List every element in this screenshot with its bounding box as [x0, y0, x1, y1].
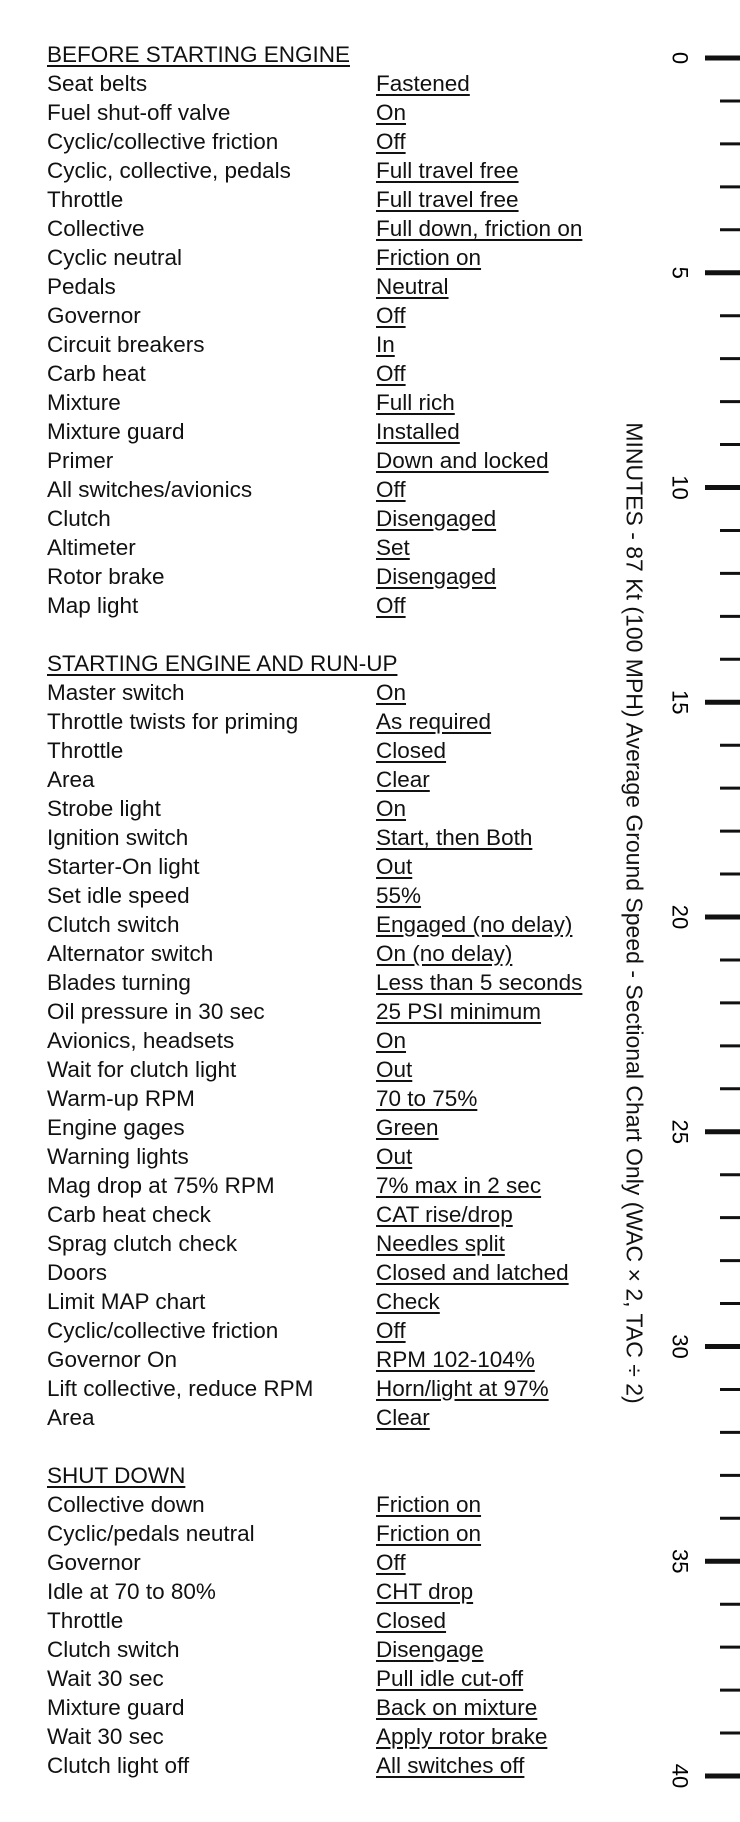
- ruler-minute-label: 0: [667, 51, 693, 65]
- checklist-item: Wait for clutch light: [47, 1057, 237, 1082]
- checklist-action: Disengaged: [376, 564, 497, 589]
- checklist-item: Governor On: [47, 1347, 178, 1372]
- checklist-action: Closed: [376, 738, 447, 763]
- checklist-action: On (no delay): [376, 941, 513, 966]
- ruler-minute-label: 25: [667, 1119, 693, 1144]
- checklist-action: Pull idle cut-off: [376, 1666, 524, 1691]
- checklist-action: All switches off: [376, 1753, 525, 1778]
- checklist: [47, 40, 647, 1780]
- ruler-minute-label: 40: [667, 1763, 693, 1789]
- checklist-item: Collective: [47, 216, 145, 241]
- checklist-action: Closed: [376, 1608, 447, 1633]
- checklist-item: Pedals: [47, 274, 116, 299]
- checklist-item: Throttle: [47, 1608, 124, 1633]
- checklist-row: [47, 1026, 647, 1055]
- checklist-action: Off: [376, 303, 406, 328]
- checklist-item: Fuel shut-off valve: [47, 100, 231, 125]
- section-spacer: [47, 1432, 647, 1461]
- checklist-row: [47, 997, 647, 1026]
- checklist-action: Installed: [376, 419, 460, 444]
- checklist-action: Off: [376, 593, 406, 618]
- checklist-action: Out: [376, 854, 413, 879]
- checklist-action: On: [376, 680, 407, 705]
- checklist-action: Fastened: [376, 71, 470, 96]
- checklist-action: Less than 5 seconds: [376, 970, 583, 995]
- checklist-item: Starter-On light: [47, 854, 200, 879]
- checklist-item: Limit MAP chart: [47, 1289, 206, 1314]
- checklist-item: Cyclic/collective friction: [47, 1318, 279, 1343]
- checklist-action: In: [376, 332, 395, 357]
- checklist-row: [47, 1316, 647, 1345]
- checklist-item: Altimeter: [47, 535, 136, 560]
- checklist-row: [47, 1084, 647, 1113]
- checklist-row: [47, 823, 647, 852]
- checklist-action: Set: [376, 535, 410, 560]
- checklist-action: Friction on: [376, 1521, 482, 1546]
- checklist-row: [47, 794, 647, 823]
- checklist-action: Disengaged: [376, 506, 497, 531]
- checklist-action: Full rich: [376, 390, 455, 415]
- checklist-item: Avionics, headsets: [47, 1028, 235, 1053]
- checklist-row: [47, 1722, 647, 1751]
- checklist-row: [47, 69, 647, 98]
- checklist-row: [47, 910, 647, 939]
- checklist-item: Throttle: [47, 738, 124, 763]
- checklist-item: Master switch: [47, 680, 185, 705]
- checklist-item: Cyclic/pedals neutral: [47, 1521, 255, 1546]
- checklist-row: [47, 185, 647, 214]
- checklist-item: Carb heat: [47, 361, 146, 386]
- minutes-ruler: [660, 0, 740, 1822]
- checklist-row: [47, 301, 647, 330]
- checklist-action: Off: [376, 129, 406, 154]
- ruler-minute-label: 5: [667, 266, 693, 279]
- checklist-row: [47, 1519, 647, 1548]
- checklist-row: [47, 1693, 647, 1722]
- section-spacer: [47, 620, 647, 649]
- ruler-minute-label: 10: [667, 475, 693, 500]
- checklist-item: Collective down: [47, 1492, 205, 1517]
- checklist-row: [47, 881, 647, 910]
- checklist-item: Clutch light off: [47, 1753, 190, 1778]
- checklist-action: Horn/light at 97%: [376, 1376, 549, 1401]
- checklist-item: Cyclic/collective friction: [47, 129, 279, 154]
- checklist-row: [47, 504, 647, 533]
- checklist-item: Idle at 70 to 80%: [47, 1579, 216, 1604]
- checklist-row: [47, 1258, 647, 1287]
- checklist-row: [47, 1055, 647, 1084]
- checklist-row: [47, 968, 647, 997]
- checklist-item: Strobe light: [47, 796, 161, 821]
- checklist-item: Mixture: [47, 390, 121, 415]
- section-title: SHUT DOWN: [47, 1463, 186, 1488]
- checklist-item: Set idle speed: [47, 883, 190, 908]
- ruler-minute-label: 30: [667, 1334, 693, 1359]
- checklist-item: Rotor brake: [47, 564, 165, 589]
- checklist-action: Off: [376, 477, 406, 502]
- checklist-row: [47, 1751, 647, 1780]
- checklist-row: [47, 1635, 647, 1664]
- checklist-action: Clear: [376, 1405, 430, 1430]
- checklist-action: RPM 102-104%: [376, 1347, 535, 1372]
- checklist-item: Area: [47, 1405, 95, 1430]
- checklist-item: Clutch switch: [47, 912, 180, 937]
- checklist-row: [47, 678, 647, 707]
- checklist-item: Mag drop at 75% RPM: [47, 1173, 275, 1198]
- section-title: STARTING ENGINE AND RUN-UP: [47, 651, 398, 676]
- checklist-action: Engaged (no delay): [376, 912, 573, 937]
- ruler-minute-label: 15: [667, 690, 693, 715]
- checklist-row: [47, 1548, 647, 1577]
- checklist-action: On: [376, 100, 407, 125]
- checklist-item: Seat belts: [47, 71, 148, 96]
- checklist-action: Back on mixture: [376, 1695, 538, 1720]
- checklist-item: Ignition switch: [47, 825, 189, 850]
- checklist-action: Full down, friction on: [376, 216, 583, 241]
- checklist-action: Full travel free: [376, 187, 519, 212]
- checklist-row: [47, 1171, 647, 1200]
- checklist-row: [47, 939, 647, 968]
- checklist-action: Apply rotor brake: [376, 1724, 548, 1749]
- checklist-item: Mixture guard: [47, 419, 185, 444]
- ruler-minute-label: 35: [667, 1549, 693, 1574]
- ruler-caption: MINUTES - 87 Kt (100 MPH) Average Ground Speed - Sectional Chart Only (WAC × 2, TAC ÷ 2): [621, 422, 648, 1404]
- checklist-item: Blades turning: [47, 970, 191, 995]
- checklist-row: [47, 1113, 647, 1142]
- checklist-action: Disengage: [376, 1637, 484, 1662]
- checklist-action: Out: [376, 1144, 413, 1169]
- checklist-row: [47, 475, 647, 504]
- checklist-item: Throttle: [47, 187, 124, 212]
- checklist-row: [47, 591, 647, 620]
- checklist-action: On: [376, 796, 407, 821]
- checklist-row: [47, 98, 647, 127]
- checklist-item: Clutch: [47, 506, 111, 531]
- checklist-row: [47, 417, 647, 446]
- checklist-action: Closed and latched: [376, 1260, 569, 1285]
- checklist-item: Lift collective, reduce RPM: [47, 1376, 314, 1401]
- checklist-item: Alternator switch: [47, 941, 214, 966]
- checklist-row: [47, 214, 647, 243]
- checklist-row: [47, 272, 647, 301]
- checklist-row: [47, 1200, 647, 1229]
- checklist-action: On: [376, 1028, 407, 1053]
- checklist-row: [47, 1664, 647, 1693]
- checklist-action: Down and locked: [376, 448, 549, 473]
- checklist-row: [47, 562, 647, 591]
- checklist-row: [47, 765, 647, 794]
- checklist-row: [47, 533, 647, 562]
- checklist-item: Governor: [47, 303, 141, 328]
- checklist-action: Neutral: [376, 274, 449, 299]
- checklist-row: [47, 1229, 647, 1258]
- checklist-row: [47, 388, 647, 417]
- checklist-item: Circuit breakers: [47, 332, 205, 357]
- checklist-item: Engine gages: [47, 1115, 185, 1140]
- checklist-item: Oil pressure in 30 sec: [47, 999, 265, 1024]
- checklist-action: Off: [376, 361, 406, 386]
- checklist-action: 55%: [376, 883, 422, 908]
- checklist-item: Map light: [47, 593, 139, 618]
- checklist-item: Governor: [47, 1550, 141, 1575]
- checklist-action: 70 to 75%: [376, 1086, 478, 1111]
- checklist-action: Friction on: [376, 1492, 482, 1517]
- checklist-row: [47, 1490, 647, 1519]
- checklist-row: [47, 1577, 647, 1606]
- checklist-item: Carb heat check: [47, 1202, 211, 1227]
- checklist-row: [47, 359, 647, 388]
- checklist-row: [47, 1142, 647, 1171]
- checklist-row: [47, 1374, 647, 1403]
- checklist-action: Start, then Both: [376, 825, 533, 850]
- checklist-row: [47, 446, 647, 475]
- checklist-row: [47, 1287, 647, 1316]
- checklist-action: Friction on: [376, 245, 482, 270]
- checklist-item: Mixture guard: [47, 1695, 185, 1720]
- checklist-action: Full travel free: [376, 158, 519, 183]
- checklist-item: All switches/avionics: [47, 477, 253, 502]
- checklist-row: [47, 852, 647, 881]
- checklist-action: 7% max in 2 sec: [376, 1173, 542, 1198]
- checklist-action: CHT drop: [376, 1579, 474, 1604]
- checklist-item: Cyclic, collective, pedals: [47, 158, 291, 183]
- checklist-row: [47, 1345, 647, 1374]
- checklist-action: Off: [376, 1550, 406, 1575]
- checklist-item: Wait 30 sec: [47, 1724, 164, 1749]
- checklist-action: 25 PSI minimum: [376, 999, 542, 1024]
- ruler-minute-label: 20: [667, 904, 693, 930]
- checklist-item: Cyclic neutral: [47, 245, 183, 270]
- checklist-item: Clutch switch: [47, 1637, 180, 1662]
- checklist-action: CAT rise/drop: [376, 1202, 513, 1227]
- section-title: BEFORE STARTING ENGINE: [47, 42, 350, 67]
- checklist-row: [47, 330, 647, 359]
- checklist-action: Clear: [376, 767, 430, 792]
- checklist-action: Needles split: [376, 1231, 505, 1256]
- checklist-row: [47, 127, 647, 156]
- checklist-row: [47, 707, 647, 736]
- checklist-item: Warning lights: [47, 1144, 189, 1169]
- checklist-action: Green: [376, 1115, 439, 1140]
- checklist-item: Wait 30 sec: [47, 1666, 164, 1691]
- checklist-action: As required: [376, 709, 492, 734]
- checklist-action: Out: [376, 1057, 413, 1082]
- checklist-row: [47, 156, 647, 185]
- checklist-row: [47, 736, 647, 765]
- checklist-item: Sprag clutch check: [47, 1231, 238, 1256]
- checklist-item: Warm-up RPM: [47, 1086, 195, 1111]
- checklist-item: Area: [47, 767, 95, 792]
- checklist-row: [47, 1606, 647, 1635]
- checklist-item: Doors: [47, 1260, 108, 1285]
- checklist-action: Off: [376, 1318, 406, 1343]
- checklist-item: Primer: [47, 448, 114, 473]
- checklist-row: [47, 243, 647, 272]
- checklist-item: Throttle twists for priming: [47, 709, 299, 734]
- checklist-row: [47, 1403, 647, 1432]
- checklist-action: Check: [376, 1289, 440, 1314]
